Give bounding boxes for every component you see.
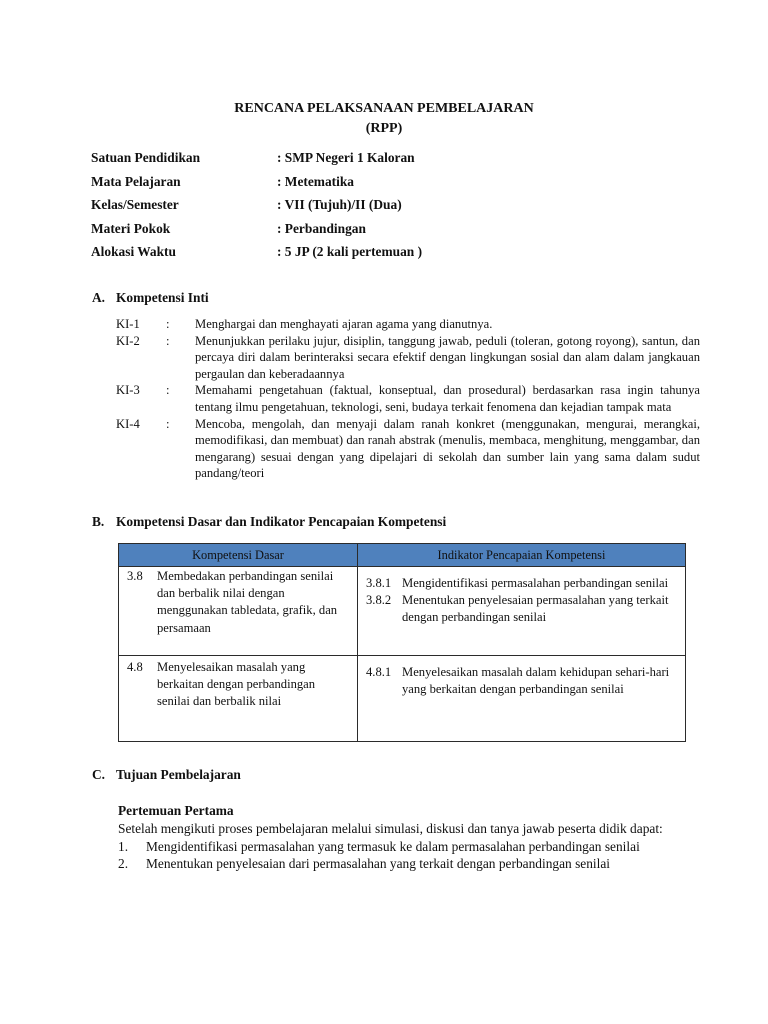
section-title: Kompetensi Dasar dan Indikator Pencapaian Kompetensi (116, 514, 447, 529)
identity-info (91, 150, 591, 268)
table-header-kd: Kompetensi Dasar (119, 544, 358, 567)
tujuan-intro: Setelah mengikuti proses pembelajaran melalui simulasi, diskusi dan tanya jawab peserta didik dapat: (118, 821, 663, 837)
info-value: : Perbandingan (277, 220, 366, 236)
indicator-list (358, 567, 685, 627)
table-cell-kd (119, 567, 358, 656)
indicator-text: Menyelesaikan masalah dalam kehidupan sehari-hari yang berkaitan dengan perbandingan senilai (402, 665, 670, 697)
section-b-heading (92, 514, 446, 530)
indicator-text: Mengidentifikasi permasalahan perbandingan senilai (402, 576, 669, 590)
section-c-heading (92, 767, 241, 783)
tujuan-content (118, 802, 714, 873)
ki-text: Memahami pengetahuan (faktual, konseptual, dan prosedural) berdasarkan rasa ingin tahunya tentang ilmu pengetahuan, teknologi, seni, budaya terkait fenomena dan kejadian tampak mata (195, 383, 700, 414)
kompetensi-table (118, 543, 686, 742)
ki-item (116, 333, 700, 383)
section-title: Tujuan Pembelajaran (116, 767, 241, 782)
objective-text: Menentukan penyelesaian dari permasalahan yang terkait dengan perbandingan senilai (146, 856, 611, 872)
ki-item (116, 416, 700, 482)
objective-item (118, 855, 714, 872)
info-row-kelas (91, 197, 591, 221)
info-value: : SMP Negeri 1 Kaloran (277, 150, 415, 165)
table-row (119, 567, 686, 656)
document-title: RENCANA PELAKSANAAN PEMBELAJARAN (234, 101, 534, 116)
objective-item (118, 838, 714, 855)
ki-text: Menunjukkan perilaku jujur, disiplin, tanggung jawab, peduli (toleran, gotong royong), santun, dan percaya diri dalam berinteraksi secara efektif dengan lingkungan sosial dan alam dalam jangkauan pergaulan dan keberadaannya (195, 333, 700, 381)
indicator-number: 4.8.1 (366, 665, 392, 679)
table-cell-indikator (358, 567, 686, 656)
section-a-heading (92, 290, 209, 306)
objective-number: 2. (118, 856, 129, 872)
info-value: : Metematika (277, 173, 354, 189)
ki-text: Mencoba, mengolah, dan menyaji dalam ranah konkret (menggunakan, mengurai, merangkai, memodifikasi, dan membuat) dan ranah abstrak (menulis, membaca, menghitung, menggambar, dan mengarang) sesuai dengan yang dipelajari di sekolah dan sumber lain yang sama dalam sudut pandang/teori (195, 416, 700, 481)
section-title: Kompetensi Inti (116, 290, 209, 305)
info-row-materi (91, 221, 591, 245)
document-subtitle: (RPP) (365, 121, 403, 136)
kd-number: 4.8 (127, 660, 143, 674)
section-letter: B. (92, 514, 105, 529)
info-value: : VII (Tujuh)/II (Dua) (277, 197, 402, 212)
table-cell-kd (119, 656, 358, 742)
info-label: Satuan Pendidikan (91, 150, 201, 165)
indicator-item (358, 592, 685, 626)
kd-text: Membedakan perbandingan senilai dan berbalik nilai dengan menggunakan tabledata, grafik, dan persamaan (157, 569, 338, 635)
ki-code: KI-3 (116, 383, 140, 398)
indicator-text: Menentukan penyelesaian permasalahan yang terkait dengan perbandingan senilai (402, 593, 669, 625)
ki-code: KI-2 (116, 333, 140, 348)
meeting-subtitle: Pertemuan Pertama (118, 803, 234, 818)
info-label: Mata Pelajaran (91, 173, 181, 189)
kd-item (119, 656, 357, 711)
ki-code: KI-1 (116, 317, 140, 331)
info-row-mapel (91, 174, 591, 198)
objective-number: 1. (118, 838, 129, 854)
info-row-satuan (91, 150, 591, 174)
indicator-item (358, 575, 685, 592)
indicator-item (358, 664, 685, 698)
ki-item (116, 316, 700, 333)
section-letter: C. (92, 767, 106, 782)
kd-number: 3.8 (127, 569, 143, 583)
ki-colon: : (166, 333, 170, 348)
ki-colon: : (166, 416, 170, 431)
table-header-indikator: Indikator Pencapaian Kompetensi (358, 544, 686, 567)
info-label: Kelas/Semester (91, 197, 179, 212)
section-letter: A. (92, 290, 106, 305)
table-row (119, 656, 686, 742)
table-header-row (119, 544, 686, 567)
info-row-alokasi (91, 244, 591, 268)
ki-item (116, 382, 700, 415)
info-label: Materi Pokok (91, 220, 171, 236)
indicator-number: 3.8.1 (366, 576, 392, 590)
info-label: Alokasi Waktu (91, 244, 176, 259)
ki-colon: : (166, 383, 170, 398)
kompetensi-inti-list (116, 316, 700, 482)
objective-text: Mengidentifikasi permasalahan yang termasuk ke dalam permasalahan perbandingan senilai (146, 838, 640, 854)
indicator-number: 3.8.2 (366, 593, 392, 608)
ki-text: Menghargai dan menghayati ajaran agama yang dianutnya. (195, 317, 493, 331)
kd-text: Menyelesaikan masalah yang berkaitan dengan perbandingan senilai dan berbalik nilai (157, 660, 316, 709)
ki-code: KI-4 (116, 416, 140, 431)
ki-colon: : (166, 317, 170, 331)
kd-item (119, 567, 357, 637)
table-cell-indikator (358, 656, 686, 742)
info-value: : 5 JP (2 kali pertemuan ) (277, 244, 423, 259)
indicator-list (358, 656, 685, 698)
